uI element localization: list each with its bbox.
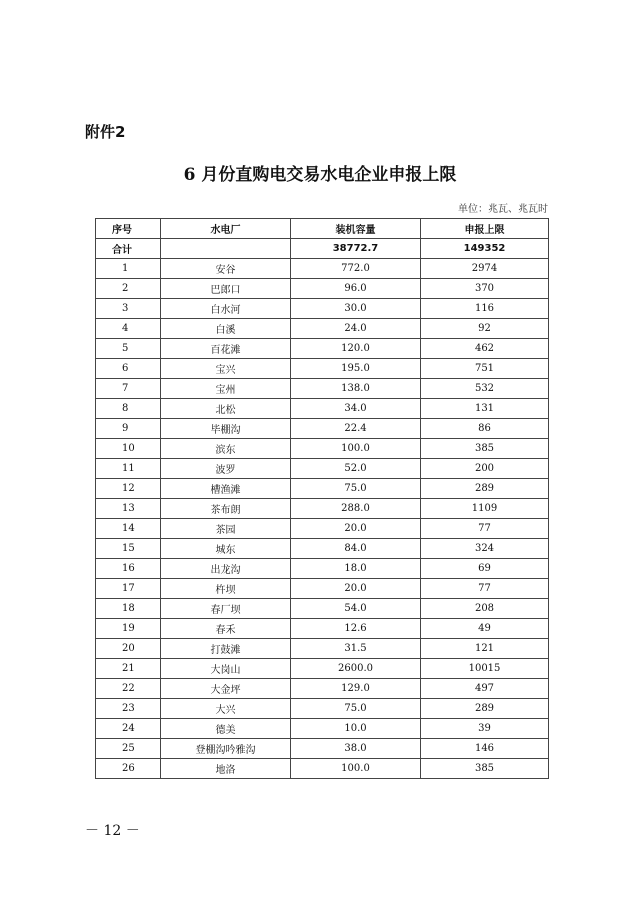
row-plant: 槽渔滩	[161, 479, 291, 499]
row-capacity: 31.5	[291, 639, 421, 659]
row-capacity: 10.0	[291, 719, 421, 739]
row-plant: 大岗山	[161, 659, 291, 679]
row-capacity: 52.0	[291, 459, 421, 479]
table-row	[96, 319, 549, 339]
row-index: 21	[96, 659, 161, 679]
table-row	[96, 599, 549, 619]
row-limit: 200	[421, 459, 549, 479]
table-row	[96, 339, 549, 359]
row-plant: 白溪	[161, 319, 291, 339]
row-index: 12	[96, 479, 161, 499]
row-plant: 宝州	[161, 379, 291, 399]
row-capacity: 24.0	[291, 319, 421, 339]
row-capacity: 22.4	[291, 419, 421, 439]
quota-table	[95, 218, 549, 779]
row-limit: 289	[421, 699, 549, 719]
row-capacity: 20.0	[291, 579, 421, 599]
row-capacity: 100.0	[291, 759, 421, 779]
table-header-row	[96, 219, 549, 239]
total-capacity: 38772.7	[291, 239, 421, 259]
row-index: 3	[96, 299, 161, 319]
table-row	[96, 399, 549, 419]
row-limit: 2974	[421, 259, 549, 279]
row-plant: 巴郎口	[161, 279, 291, 299]
row-capacity: 34.0	[291, 399, 421, 419]
row-plant: 大金坪	[161, 679, 291, 699]
row-limit: 385	[421, 759, 549, 779]
row-limit: 289	[421, 479, 549, 499]
row-index: 18	[96, 599, 161, 619]
attachment-label: 附件2	[85, 123, 126, 141]
row-index: 13	[96, 499, 161, 519]
row-limit: 751	[421, 359, 549, 379]
header-plant: 水电厂	[161, 219, 291, 239]
table-row	[96, 439, 549, 459]
table-row	[96, 719, 549, 739]
row-plant: 地洛	[161, 759, 291, 779]
row-limit: 86	[421, 419, 549, 439]
row-limit: 462	[421, 339, 549, 359]
table-row	[96, 579, 549, 599]
row-capacity: 2600.0	[291, 659, 421, 679]
row-capacity: 54.0	[291, 599, 421, 619]
row-capacity: 772.0	[291, 259, 421, 279]
row-capacity: 195.0	[291, 359, 421, 379]
row-limit: 10015	[421, 659, 549, 679]
row-limit: 370	[421, 279, 549, 299]
row-index: 19	[96, 619, 161, 639]
row-plant: 波罗	[161, 459, 291, 479]
row-limit: 92	[421, 319, 549, 339]
row-index: 26	[96, 759, 161, 779]
row-plant: 出龙沟	[161, 559, 291, 579]
table-row	[96, 359, 549, 379]
document-title: 6 月份直购电交易水电企业申报上限	[183, 165, 457, 185]
table-row	[96, 619, 549, 639]
table-row	[96, 519, 549, 539]
row-index: 25	[96, 739, 161, 759]
row-plant: 宝兴	[161, 359, 291, 379]
row-capacity: 129.0	[291, 679, 421, 699]
table-row	[96, 479, 549, 499]
row-index: 20	[96, 639, 161, 659]
header-limit: 申报上限	[421, 219, 549, 239]
row-plant: 德美	[161, 719, 291, 739]
row-index: 2	[96, 279, 161, 299]
row-capacity: 38.0	[291, 739, 421, 759]
row-limit: 1109	[421, 499, 549, 519]
row-limit: 146	[421, 739, 549, 759]
row-index: 7	[96, 379, 161, 399]
row-index: 9	[96, 419, 161, 439]
row-index: 24	[96, 719, 161, 739]
table-row	[96, 379, 549, 399]
row-index: 11	[96, 459, 161, 479]
row-plant: 大兴	[161, 699, 291, 719]
row-limit: 49	[421, 619, 549, 639]
row-index: 17	[96, 579, 161, 599]
unit-note: 单位：兆瓦、兆瓦时	[458, 204, 548, 215]
row-limit: 497	[421, 679, 549, 699]
row-limit: 385	[421, 439, 549, 459]
total-label: 合计	[96, 239, 161, 259]
row-capacity: 30.0	[291, 299, 421, 319]
row-plant: 登棚沟吟雅沟	[161, 739, 291, 759]
row-plant: 百花滩	[161, 339, 291, 359]
row-limit: 131	[421, 399, 549, 419]
row-capacity: 138.0	[291, 379, 421, 399]
row-plant: 春禾	[161, 619, 291, 639]
row-capacity: 120.0	[291, 339, 421, 359]
row-index: 6	[96, 359, 161, 379]
table-row	[96, 539, 549, 559]
row-plant: 茶布朗	[161, 499, 291, 519]
table-row	[96, 679, 549, 699]
header-index: 序号	[96, 219, 161, 239]
table-row	[96, 499, 549, 519]
row-limit: 116	[421, 299, 549, 319]
table-row	[96, 759, 549, 779]
row-limit: 532	[421, 379, 549, 399]
row-plant: 滨东	[161, 439, 291, 459]
row-plant: 打鼓滩	[161, 639, 291, 659]
quota-table-body	[96, 219, 549, 779]
row-limit: 77	[421, 579, 549, 599]
table-row	[96, 739, 549, 759]
row-plant: 城东	[161, 539, 291, 559]
row-index: 23	[96, 699, 161, 719]
row-plant: 茶园	[161, 519, 291, 539]
table-row	[96, 459, 549, 479]
table-row	[96, 279, 549, 299]
header-capacity: 装机容量	[291, 219, 421, 239]
row-capacity: 84.0	[291, 539, 421, 559]
page-number: － 12 －	[85, 823, 140, 839]
table-row	[96, 299, 549, 319]
row-plant: 春厂坝	[161, 599, 291, 619]
row-index: 10	[96, 439, 161, 459]
row-capacity: 20.0	[291, 519, 421, 539]
row-capacity: 96.0	[291, 279, 421, 299]
table-row	[96, 419, 549, 439]
row-capacity: 12.6	[291, 619, 421, 639]
row-index: 1	[96, 259, 161, 279]
row-index: 14	[96, 519, 161, 539]
table-row	[96, 699, 549, 719]
row-index: 16	[96, 559, 161, 579]
row-plant: 毕棚沟	[161, 419, 291, 439]
row-capacity: 75.0	[291, 699, 421, 719]
row-index: 15	[96, 539, 161, 559]
row-capacity: 18.0	[291, 559, 421, 579]
row-capacity: 75.0	[291, 479, 421, 499]
row-index: 22	[96, 679, 161, 699]
row-limit: 324	[421, 539, 549, 559]
table-row	[96, 559, 549, 579]
row-limit: 69	[421, 559, 549, 579]
row-limit: 208	[421, 599, 549, 619]
row-capacity: 288.0	[291, 499, 421, 519]
table-row	[96, 659, 549, 679]
table-row	[96, 259, 549, 279]
row-plant: 安谷	[161, 259, 291, 279]
row-plant: 白水河	[161, 299, 291, 319]
row-limit: 77	[421, 519, 549, 539]
total-limit: 149352	[421, 239, 549, 259]
total-name	[161, 239, 291, 259]
row-index: 8	[96, 399, 161, 419]
row-capacity: 100.0	[291, 439, 421, 459]
row-limit: 121	[421, 639, 549, 659]
row-plant: 杵坝	[161, 579, 291, 599]
row-index: 5	[96, 339, 161, 359]
row-index: 4	[96, 319, 161, 339]
table-total-row	[96, 239, 549, 259]
row-limit: 39	[421, 719, 549, 739]
row-plant: 北松	[161, 399, 291, 419]
table-row	[96, 639, 549, 659]
